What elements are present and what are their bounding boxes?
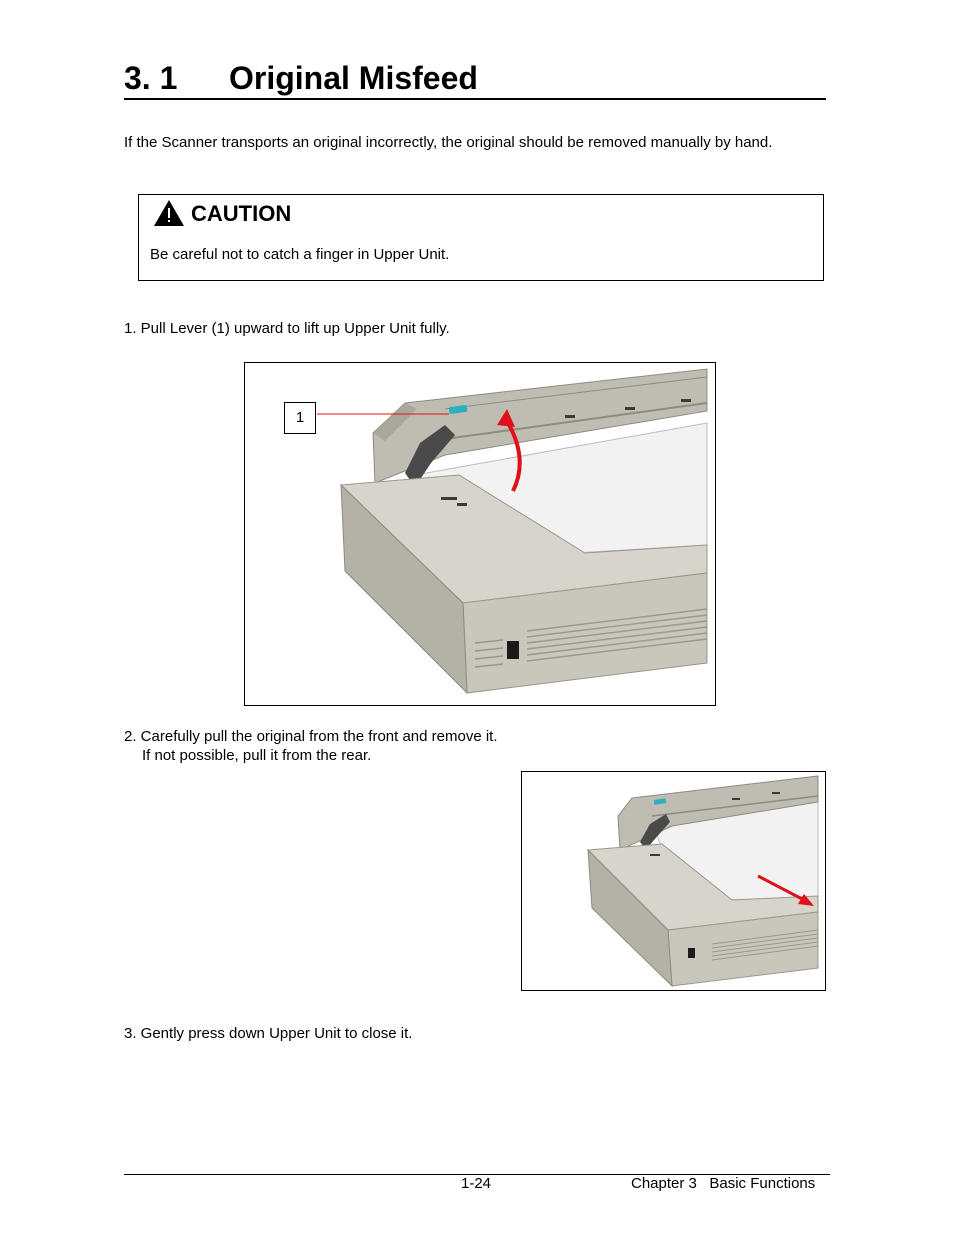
callout-label-1: 1 <box>284 402 316 434</box>
caution-box <box>138 194 824 281</box>
caution-text: Be careful not to catch a finger in Upper Unit. <box>150 246 450 263</box>
warning-triangle-icon <box>153 199 185 227</box>
section-heading <box>124 58 826 100</box>
scanner-illustration-2 <box>522 772 825 990</box>
step-2-note: If not possible, pull it from the rear. <box>142 747 372 764</box>
intro-paragraph: If the Scanner transports an original incorrectly, the original should be removed manually by hand. <box>124 134 773 151</box>
step-1: 1. Pull Lever (1) upward to lift up Upper Unit fully. <box>124 320 450 337</box>
section-number: 3. 1 <box>124 60 178 96</box>
step-3: 3. Gently press down Upper Unit to close it. <box>124 1025 413 1042</box>
scanner-photo-remove-original <box>521 771 826 991</box>
section-title: Original Misfeed <box>229 60 478 96</box>
caution-title: CAUTION <box>191 201 292 226</box>
footer-chapter: Chapter 3 Basic Functions <box>631 1175 816 1192</box>
step-2: 2. Carefully pull the original from the front and remove it. <box>124 728 498 745</box>
page-number: 1-24 <box>461 1175 492 1192</box>
